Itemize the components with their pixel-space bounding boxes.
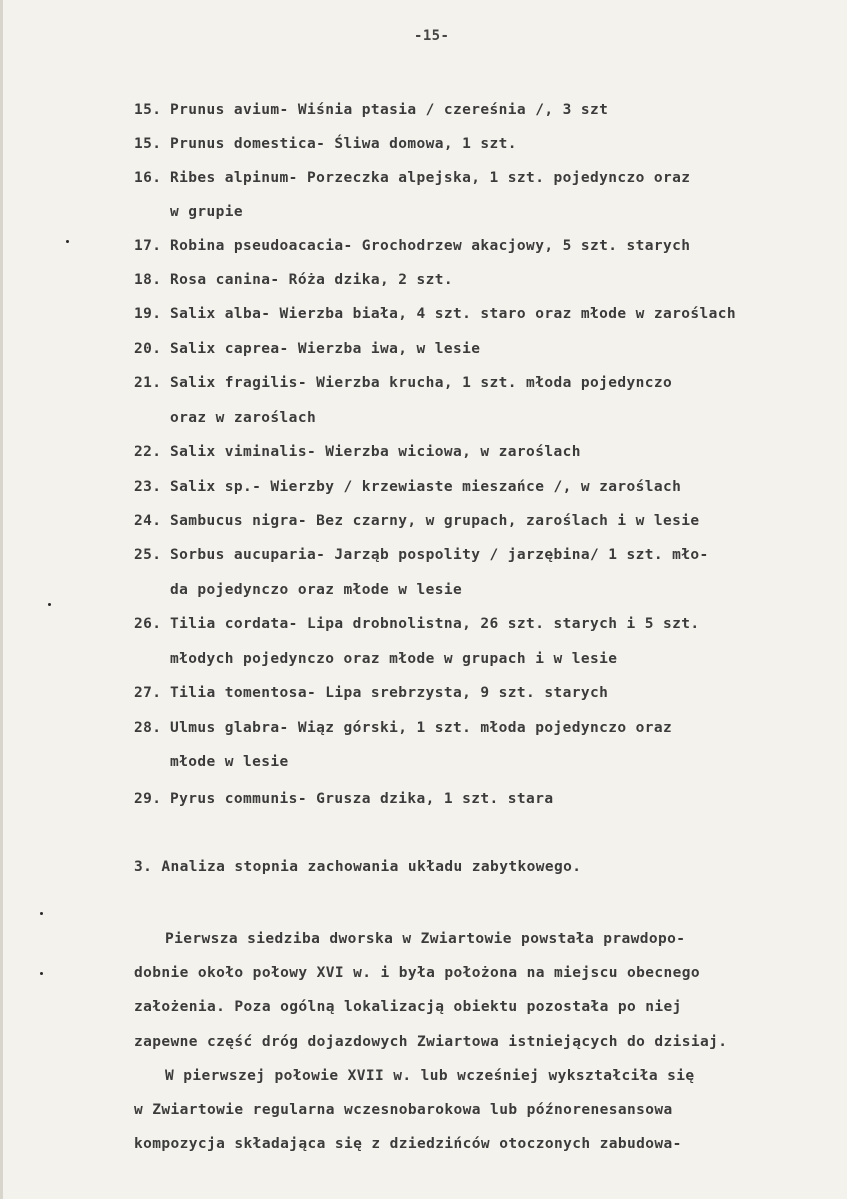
item-text: Pyrus communis- Grusza dzika, 1 szt. stara xyxy=(170,791,554,807)
item-text: Rosa canina- Róża dzika, 2 szt. xyxy=(170,272,454,288)
paragraph-line: kompozycja składająca się z dziedzińców otoczonych zabudowa- xyxy=(134,1136,682,1152)
item-number: 16. xyxy=(134,170,162,186)
item-text: młode w lesie xyxy=(170,754,289,770)
margin-mark xyxy=(40,912,43,915)
item-number: 15. xyxy=(134,102,162,118)
item-number: 20. xyxy=(134,341,162,357)
item-text: Sambucus nigra- Bez czarny, w grupach, zaroślach i w lesie xyxy=(170,513,700,529)
paragraph-line: w Zwiartowie regularna wczesnobarokowa lub późnorenesansowa xyxy=(134,1102,673,1118)
item-text: Prunus domestica- Śliwa domowa, 1 szt. xyxy=(170,136,517,152)
paragraph-line: zapewne część dróg dojazdowych Zwiartowa istniejących do dzisiaj. xyxy=(134,1034,728,1050)
item-number: 29. xyxy=(134,791,162,807)
item-text: Ulmus glabra- Wiąz górski, 1 szt. młoda pojedynczo oraz xyxy=(170,720,673,736)
item-text: da pojedynczo oraz młode w lesie xyxy=(170,582,463,598)
item-text: Prunus avium- Wiśnia ptasia / czereśnia /, 3 szt xyxy=(170,102,609,118)
item-text: Tilia cordata- Lipa drobnolistna, 26 szt. starych i 5 szt. xyxy=(170,616,700,632)
page-number: -15- xyxy=(414,28,450,44)
item-number: 21. xyxy=(134,375,162,391)
margin-mark xyxy=(66,240,69,243)
paragraph-line: W pierwszej połowie XVII w. lub wcześniej wykształciła się xyxy=(165,1068,695,1084)
paragraph-line: dobnie około połowy XVI w. i była położona na miejscu obecnego xyxy=(134,965,701,981)
item-number: 19. xyxy=(134,306,162,322)
section-heading: 3. Analiza stopnia zachowania układu zabytkowego. xyxy=(134,859,582,875)
margin-mark xyxy=(40,972,43,975)
item-number: 15. xyxy=(134,136,162,152)
item-number: 24. xyxy=(134,513,162,529)
paragraph-line: Pierwsza siedziba dworska w Zwiartowie powstała prawdopo- xyxy=(165,931,686,947)
item-text: oraz w zaroślach xyxy=(170,410,317,426)
item-text: Robina pseudoacacia- Grochodrzew akacjowy, 5 szt. starych xyxy=(170,238,691,254)
item-text: młodych pojedynczo oraz młode w grupach i w lesie xyxy=(170,651,618,667)
item-number: 18. xyxy=(134,272,162,288)
item-number: 22. xyxy=(134,444,162,460)
item-number: 28. xyxy=(134,720,162,736)
item-number: 23. xyxy=(134,479,162,495)
item-number: 27. xyxy=(134,685,162,701)
item-text: Sorbus aucuparia- Jarząb pospolity / jarzębina/ 1 szt. mło- xyxy=(170,547,709,563)
item-text: Salix viminalis- Wierzba wiciowa, w zaroślach xyxy=(170,444,581,460)
item-text: Salix alba- Wierzba biała, 4 szt. staro oraz młode w zaroślach xyxy=(170,306,737,322)
item-text: Salix caprea- Wierzba iwa, w lesie xyxy=(170,341,481,357)
item-text: w grupie xyxy=(170,204,244,220)
item-text: Salix sp.- Wierzby / krzewiaste mieszańce /, w zaroślach xyxy=(170,479,682,495)
item-number: 17. xyxy=(134,238,162,254)
item-number: 25. xyxy=(134,547,162,563)
margin-mark xyxy=(48,603,51,606)
paragraph-line: założenia. Poza ogólną lokalizacją obiektu pozostała po niej xyxy=(134,999,682,1015)
item-text: Salix fragilis- Wierzba krucha, 1 szt. młoda pojedynczo xyxy=(170,375,673,391)
item-text: Ribes alpinum- Porzeczka alpejska, 1 szt. pojedynczo oraz xyxy=(170,170,691,186)
item-number: 26. xyxy=(134,616,162,632)
item-text: Tilia tomentosa- Lipa srebrzysta, 9 szt. starych xyxy=(170,685,609,701)
